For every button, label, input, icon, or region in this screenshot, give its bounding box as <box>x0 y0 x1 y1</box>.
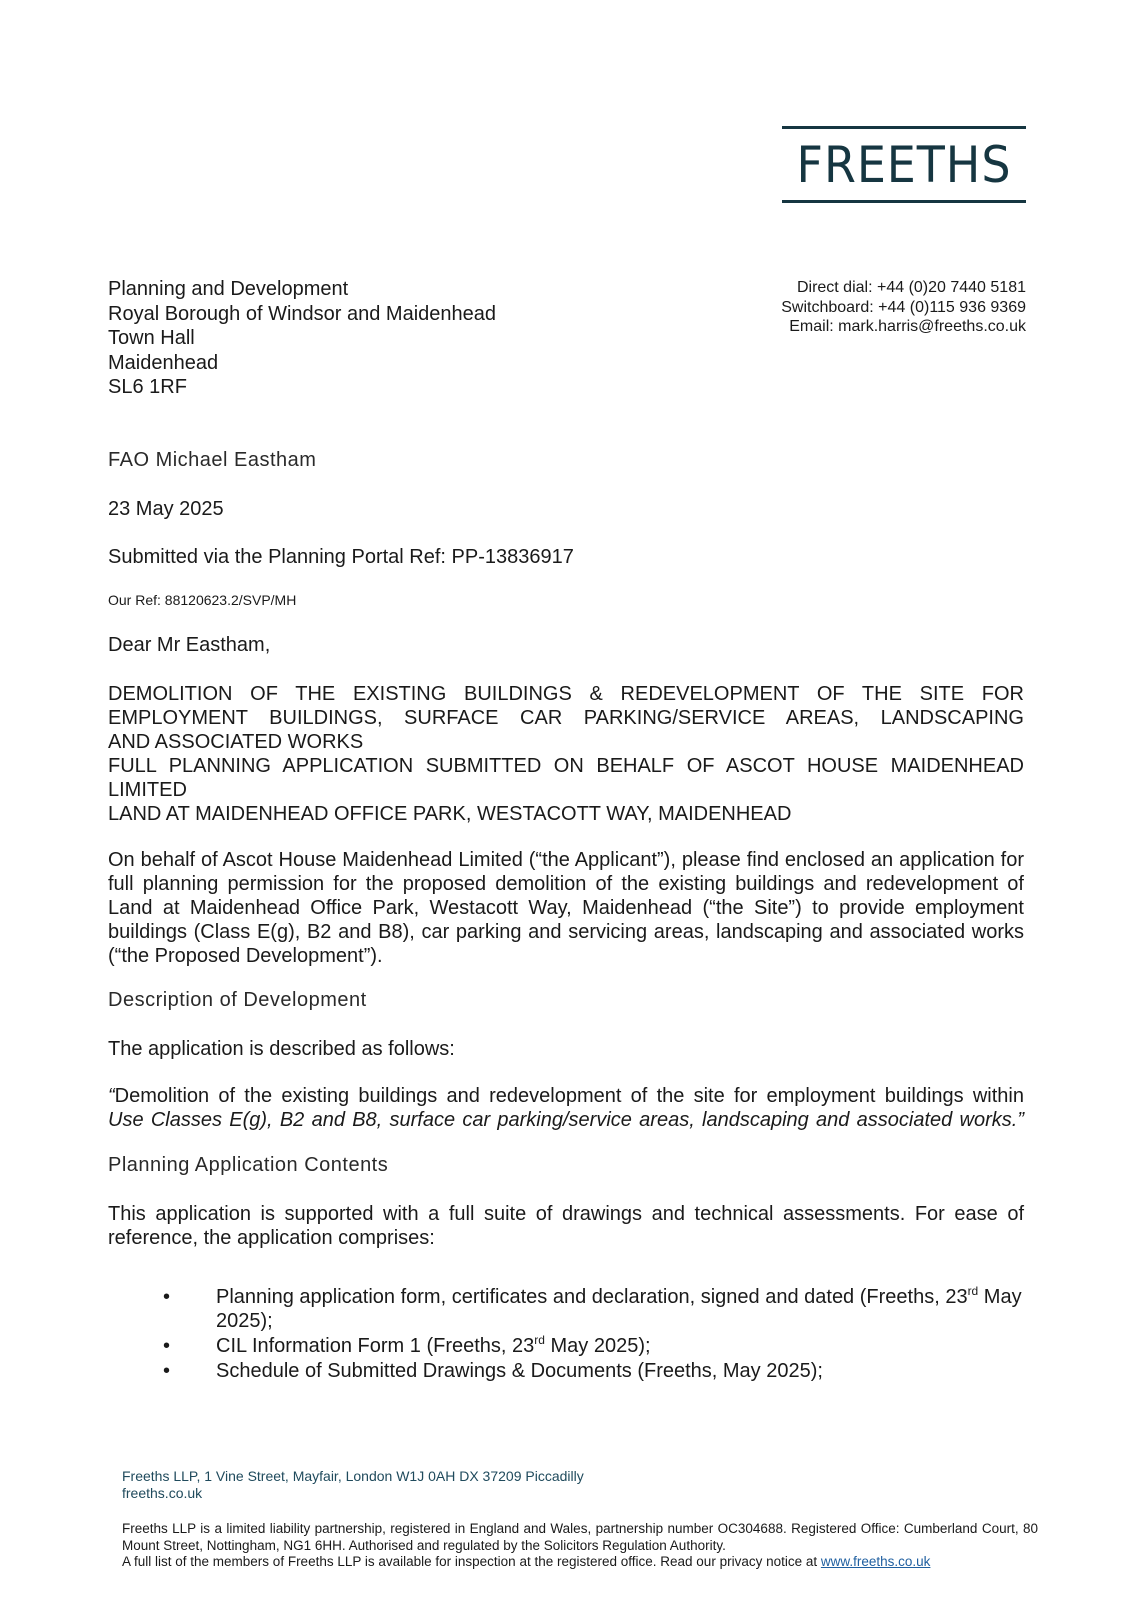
legal-text: Freeths LLP is a limited liability partnership, registered in England and Wales, partnership number OC304688. Registered Office: Cumberland Court, 80 Mount Street, Nottingham, NG1 6HH. Authorised and regulated by the Solicitors Regulation Authority. <box>122 1521 1038 1553</box>
logo-bottom-rule <box>782 200 1026 203</box>
recipient-line: Planning and Development <box>108 278 349 300</box>
bullet-icon: • <box>163 1286 171 1308</box>
title-line: LIMITED <box>108 779 187 801</box>
list-item <box>160 1334 1026 1358</box>
list-item-text: Schedule of Submitted Drawings & Documents (Freeths, May 2025); <box>216 1360 823 1382</box>
development-description-quote <box>108 1084 1024 1132</box>
list-item-sup: rd <box>534 1333 545 1347</box>
email-address: Email: mark.harris@freeths.co.uk <box>789 318 1026 335</box>
contents-lead: This application is supported with a full suite of drawings and technical assessments. For ease of reference, the application comprises: <box>108 1203 1024 1249</box>
portal-reference: Submitted via the Planning Portal Ref: PP-13836917 <box>108 546 574 568</box>
footer-address-block <box>122 1468 584 1502</box>
intro-paragraph: On behalf of Ascot House Maidenhead Limited (“the Applicant”), please find enclosed an application for full planning permission for the proposed demolition of the existing buildings and redevelopment of Land at Maidenhead Office Park, Westacott Way, Maidenhead (“the Site”) to provide employment buildings (Class E(g), B2 and B8), car parking and servicing areas, landscaping and associated works (“the Proposed Development”). <box>108 849 1024 967</box>
list-item-text: CIL Information Form 1 (Freeths, 23 <box>216 1335 535 1357</box>
contents-list <box>160 1285 1026 1384</box>
recipient-line: Maidenhead <box>108 351 219 374</box>
quote-line: Demolition of the existing buildings and redevelopment of the site for employment buildings within <box>114 1085 1024 1107</box>
application-title-block <box>108 682 1024 826</box>
list-item-text-end: May 2025); <box>544 1335 651 1357</box>
description-lead: The application is described as follows: <box>108 1038 455 1060</box>
letter-date: 23 May 2025 <box>108 498 224 520</box>
section-heading-contents: Planning Application Contents <box>108 1154 389 1176</box>
list-item <box>160 1285 1026 1333</box>
footer-address: Freeths LLP, 1 Vine Street, Mayfair, London W1J 0AH DX 37209 Piccadilly <box>122 1468 584 1484</box>
recipient-address <box>108 277 496 400</box>
title-line: AND ASSOCIATED WORKS <box>108 731 364 753</box>
quote-line: Use Classes E(g), B2 and B8, surface car parking/service areas, landscaping and associated works.” <box>108 1109 1024 1131</box>
bullet-icon: • <box>163 1335 171 1357</box>
salutation: Dear Mr Eastham, <box>108 634 271 656</box>
title-line: EMPLOYMENT BUILDINGS, SURFACE CAR PARKING/SERVICE AREAS, LANDSCAPING <box>108 707 1024 729</box>
recipient-line: SL6 1RF <box>108 376 187 398</box>
recipient-line: Royal Borough of Windsor and Maidenhead <box>108 302 497 325</box>
bullet-icon: • <box>163 1360 171 1382</box>
legal-text: A full list of the members of Freeths LLP is available for inspection at the registered office. Read our privacy notice at <box>122 1554 821 1569</box>
list-item-sup: rd <box>967 1284 979 1298</box>
section-heading-description: Description of Development <box>108 989 367 1011</box>
our-reference: Our Ref: 88120623.2/SVP/MH <box>108 592 297 608</box>
title-line: FULL PLANNING APPLICATION SUBMITTED ON BEHALF OF ASCOT HOUSE MAIDENHEAD <box>108 755 1024 777</box>
title-line: LAND AT MAIDENHEAD OFFICE PARK, WESTACOTT WAY, MAIDENHEAD <box>108 803 792 825</box>
recipient-line: Town Hall <box>108 327 195 349</box>
list-item-text-end: May 2025); <box>216 1286 1022 1332</box>
logo-wordmark: FREETHS <box>796 136 1012 194</box>
list-item <box>160 1359 1026 1383</box>
fao-line: FAO Michael Eastham <box>108 449 317 471</box>
quote-mark: “ <box>108 1085 115 1107</box>
footer-site: freeths.co.uk <box>122 1485 203 1501</box>
contact-details <box>781 278 1026 337</box>
direct-dial: Direct dial: +44 (0)20 7440 5181 <box>796 279 1026 296</box>
switchboard: Switchboard: +44 (0)115 936 9369 <box>781 298 1026 316</box>
list-item-text: Planning application form, certificates and declaration, signed and dated (Freeths, 23 <box>216 1286 968 1308</box>
title-line: DEMOLITION OF THE EXISTING BUILDINGS & REDEVELOPMENT OF THE SITE FOR <box>108 683 1024 705</box>
logo-top-rule <box>782 126 1026 129</box>
privacy-link[interactable]: www.freeths.co.uk <box>820 1554 931 1569</box>
footer-legal-notice <box>122 1521 1038 1571</box>
freeths-logo <box>782 126 1026 206</box>
